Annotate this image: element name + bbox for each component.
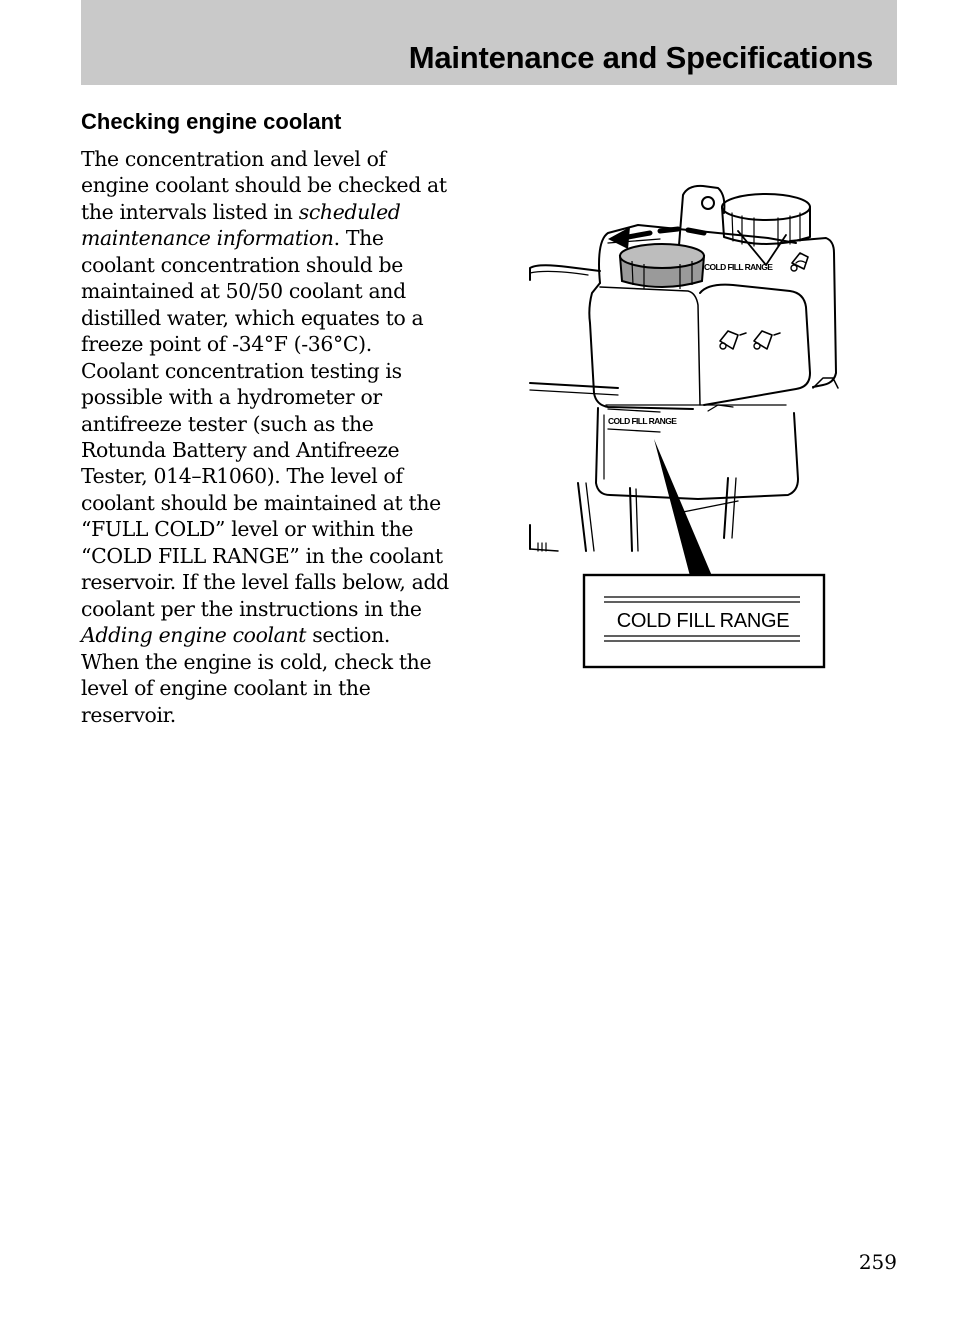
text-line: antifreeze tester (such as the (81, 411, 374, 436)
coolant-reservoir-drawing (528, 183, 858, 673)
text-line: coolant should be maintained at the (81, 490, 441, 515)
text-line: maintenance information. The (81, 226, 384, 251)
text-line: Adding engine coolant section. (81, 623, 390, 648)
text-line: reservoir. (81, 702, 176, 727)
text-line: reservoir. If the level falls below, add (81, 570, 449, 595)
text-line: Coolant concentration testing is (81, 358, 402, 383)
text-line: When the engine is cold, check the (81, 649, 432, 674)
reference-adding-engine-coolant: Adding engine coolant (81, 623, 307, 648)
text-line: “COLD FILL RANGE” in the coolant (81, 543, 443, 568)
reference-scheduled-maintenance: scheduled (298, 199, 401, 224)
text-line: coolant concentration should be (81, 252, 403, 277)
page-title: Maintenance and Specifications (408, 40, 873, 75)
text-line: level of engine coolant in the (81, 676, 371, 701)
text-line: Rotunda Battery and Antifreeze (81, 437, 400, 462)
section-heading: Checking engine coolant (81, 109, 342, 134)
text-line: freeze point of -34°F (-36°C). (81, 332, 372, 357)
text-line: possible with a hydrometer or (81, 385, 382, 410)
tank-label-top: COLD FILL RANGE (704, 262, 773, 272)
body-paragraph (81, 146, 501, 728)
header-band (81, 0, 897, 85)
page-number: 259 (858, 1250, 897, 1274)
tank-label-front: COLD FILL RANGE (608, 416, 677, 426)
text-line: maintained at 50/50 coolant and (81, 279, 406, 304)
text-line: The concentration and level of (81, 147, 386, 171)
text-line: engine coolant should be checked at (81, 173, 447, 198)
text-line: “FULL COLD” level or within the (81, 517, 414, 542)
callout-label: COLD FILL RANGE (616, 610, 790, 632)
reference-scheduled-maintenance: maintenance information (81, 226, 334, 251)
text-line: Tester, 014–R1060). The level of (81, 464, 403, 489)
text-line: coolant per the instructions in the (81, 596, 422, 621)
coolant-reservoir-illustration (528, 183, 858, 673)
text-line: distilled water, which equates to a (81, 305, 424, 330)
text-line: the intervals listed in scheduled (81, 199, 401, 224)
